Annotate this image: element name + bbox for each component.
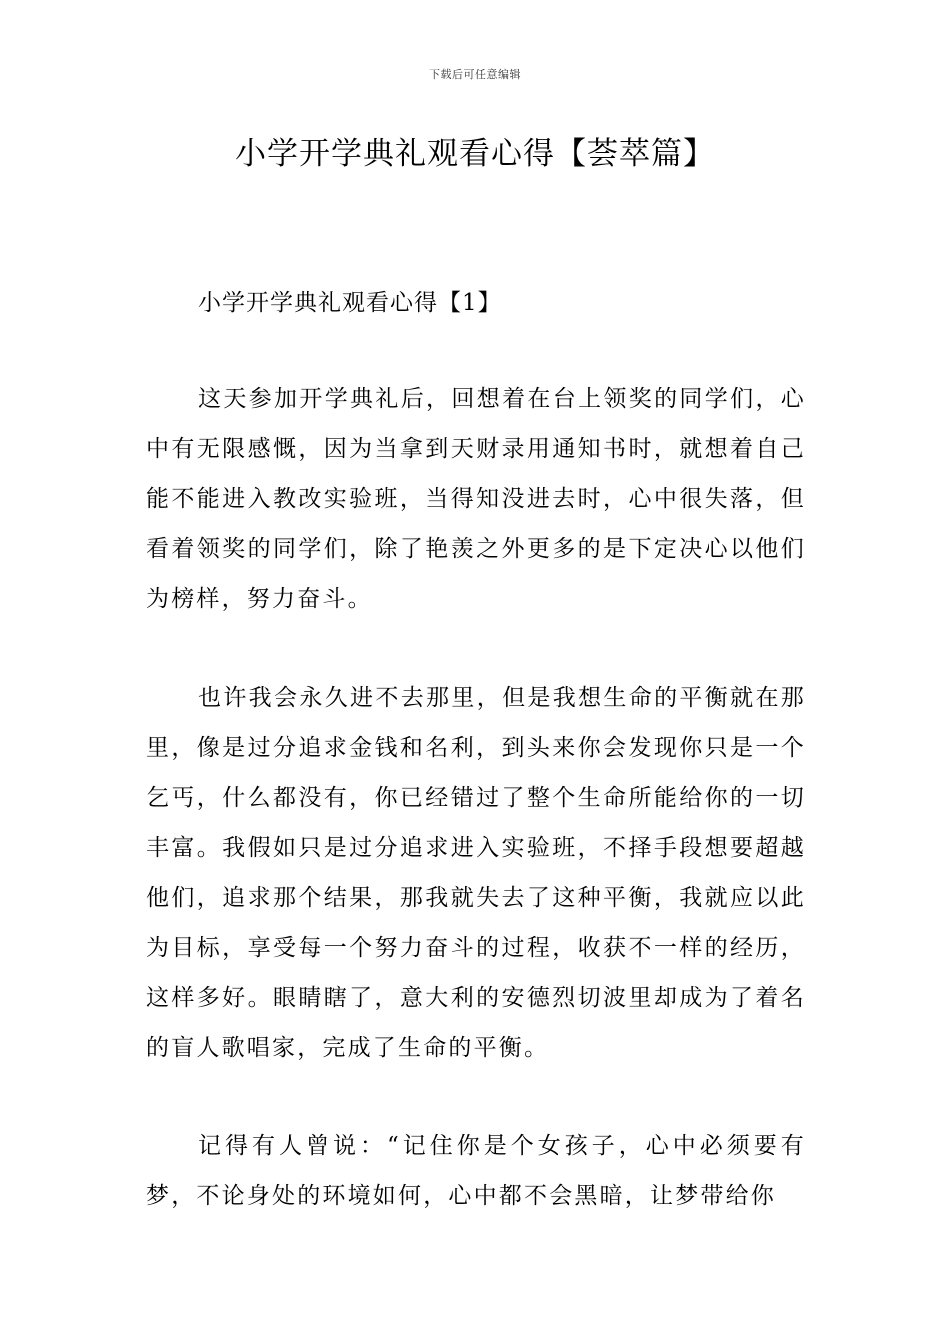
section-heading: 小学开学典礼观看心得【1】 [198, 290, 502, 316]
document-title: 小学开学典礼观看心得【荟萃篇】 [235, 136, 715, 172]
paragraph-1: 这天参加开学典礼后，回想着在台上领奖的同学们，心中有无限感慨，因为当拿到天财录用通知书时，就想着自己能不能进入教改实验班，当得知没进去时，心中很失落，但看着领奖的同学们，除了艳羡之外更多的是下定决心以他们为榜样，努力奋斗。 [146, 386, 806, 612]
paragraph-2: 也许我会永久进不去那里，但是我想生命的平衡就在那里，像是过分追求金钱和名利，到头来你会发现你只是一个乞丐，什么都没有，你已经错过了整个生命所能给你的一切丰富。我假如只是过分追求进入实验班，不择手段想要超越他们，追求那个结果，那我就失去了这种平衡，我就应以此为目标，享受每一个努力奋斗的过程，收获不一样的经历，这样多好。眼睛瞎了，意大利的安德烈切波里却成为了着名的盲人歌唱家，完成了生命的平衡。 [146, 685, 806, 1061]
header-note: 下载后可任意编辑 [429, 68, 521, 81]
paragraph-3: 记得有人曾说：“记住你是个女孩子，心中必须要有梦，不论身处的环境如何，心中都不会黑暗，让梦带给你 [146, 1133, 806, 1209]
